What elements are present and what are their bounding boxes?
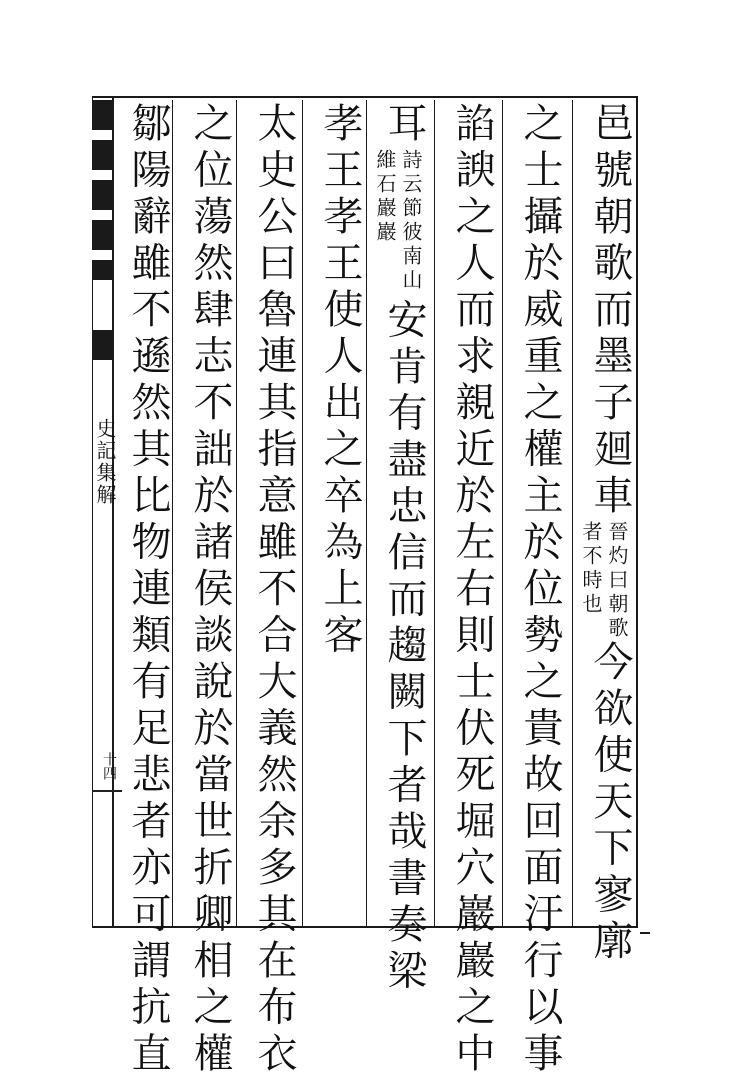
text-column-3	[444, 102, 495, 1079]
column-divider	[172, 100, 173, 926]
main-text: 鄒陽辭雖不遜然其比物連類有足悲者亦可謂抗直	[125, 102, 171, 1079]
column-divider	[572, 100, 573, 926]
page-number: 十四	[101, 752, 117, 780]
text-column-6	[246, 102, 297, 1079]
column-divider	[302, 100, 303, 926]
main-text: 之士攝於威重之權主於位勢之貴故回面汙行以事	[517, 102, 563, 1079]
column-divider	[236, 100, 237, 926]
column-divider	[366, 100, 367, 926]
right-border	[636, 96, 638, 928]
column-divider	[434, 100, 435, 926]
commentary-note: 詩云節彼南山維石巖巖	[373, 148, 423, 293]
main-text: 孝王孝王使人出之卒為上客	[317, 102, 363, 660]
main-text: 耳	[381, 102, 427, 149]
top-border	[92, 96, 638, 98]
fore-edge-fishtail	[92, 100, 112, 280]
text-column-1	[579, 102, 633, 966]
margin-mark	[640, 932, 650, 934]
main-text: 邑號朝歌而墨子廻車	[587, 102, 633, 521]
text-column-4	[373, 102, 427, 996]
book-title: 史記集解	[93, 418, 117, 506]
commentary-note: 晉灼曰朝歌者不時也	[579, 520, 629, 641]
main-text: 安肯有盡忠信而趨闕下者哉書奏梁	[381, 298, 427, 996]
column-divider	[502, 100, 503, 926]
main-text: 之位蕩然肆志不詘於諸侯談說於當世折卿相之權	[187, 102, 233, 1079]
text-column-2	[512, 102, 563, 1079]
text-column-8	[120, 102, 171, 1079]
fore-edge-tick	[92, 790, 122, 792]
text-column-5	[312, 102, 363, 922]
text-column-7	[182, 102, 233, 1079]
fore-edge-black-mark	[92, 330, 112, 360]
main-text: 今欲使天下寥廓	[587, 640, 633, 966]
main-text: 諂諛之人而求親近於左右則士伏死堀穴巖巖之中	[449, 102, 495, 1079]
left-border	[112, 96, 114, 928]
main-text: 太史公曰魯連其指意雖不合大義然余多其在布衣	[251, 102, 297, 1079]
